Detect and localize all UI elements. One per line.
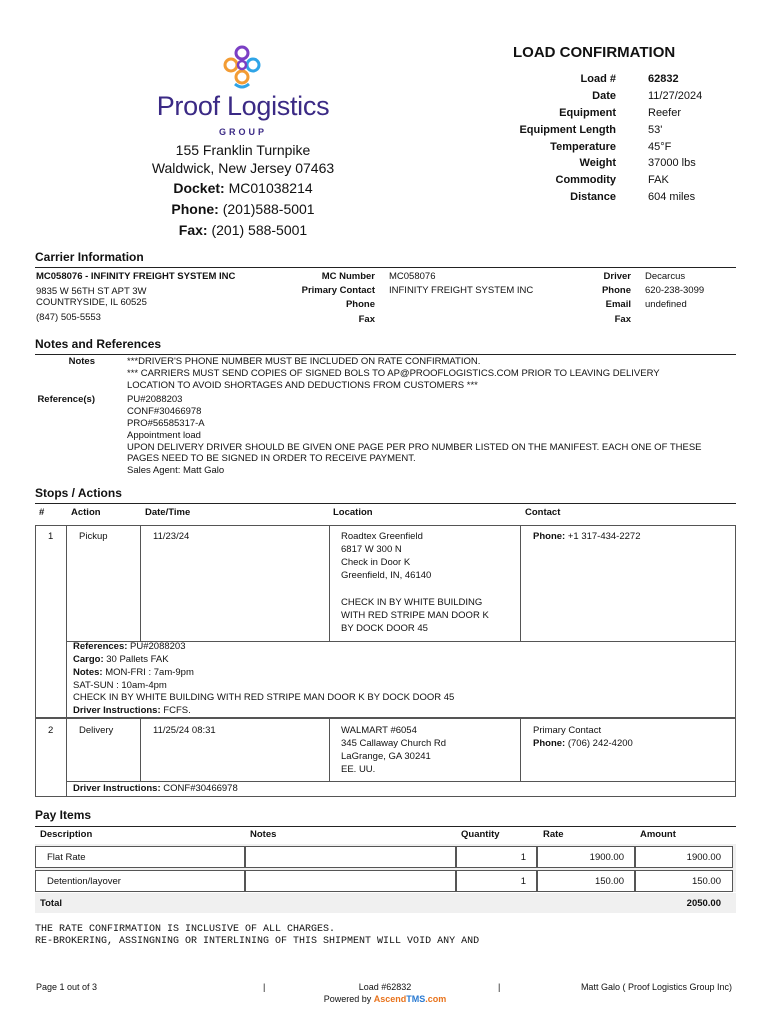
stops-table-header — [35, 503, 736, 521]
pay-header-rate: Rate — [543, 829, 564, 840]
equipment-length-label: Equipment Length — [519, 124, 616, 136]
stops-section-title: Stops / Actions — [35, 486, 122, 500]
stop-divider — [66, 781, 736, 782]
mc-number-label: MC Number — [321, 271, 375, 282]
stop-divider — [329, 525, 330, 641]
stop-1-driver-label: Driver Instructions: — [73, 705, 161, 716]
stop-2-action: Delivery — [79, 725, 114, 736]
company-address-line2: Waldwick, New Jersey 07463 — [151, 160, 335, 176]
footer-load-number: Load #62832 — [358, 982, 412, 992]
footer-agent: Matt Galo ( Proof Logistics Group Inc) — [580, 982, 732, 992]
stop-1-location-line: 6817 W 300 N — [341, 544, 402, 555]
phone-label: Phone: — [171, 201, 219, 217]
footer-brand-com: .com — [425, 994, 447, 1004]
carrier-section-title: Carrier Information — [35, 250, 144, 264]
stop-1-driver-value: FCFS. — [163, 705, 191, 716]
equipment-label: Equipment — [559, 107, 616, 119]
stop-2-location-line: WALMART #6054 — [341, 725, 417, 736]
stop-divider — [329, 718, 330, 781]
company-logo-name: Proof Logistics — [156, 91, 330, 121]
stop-1-references-value: PU#2088203 — [130, 641, 186, 652]
pay-row-1-rate: 1900.00 — [589, 852, 624, 863]
stop-1-contact-label: Phone: — [533, 531, 566, 542]
fax-label: Fax: — [178, 222, 208, 238]
load-confirmation-title: LOAD CONFIRMATION — [513, 44, 676, 61]
pay-header-quantity: Quantity — [461, 829, 500, 840]
commodity-value: FAK — [648, 174, 669, 186]
weight-value: 37000 lbs — [648, 157, 696, 169]
notes-section-title: Notes and References — [35, 337, 162, 351]
stop-2-date: 11/25/24 08:31 — [153, 725, 216, 736]
notes-divider — [35, 354, 736, 355]
driver-fax-label: Fax — [614, 314, 631, 325]
company-logo-group: GROUP — [218, 127, 267, 137]
distance-label: Distance — [570, 191, 616, 203]
pay-section-title: Pay Items — [35, 808, 92, 822]
terms-line: THE RATE CONFIRMATION IS INCLUSIVE OF ALL CHARGES. — [35, 924, 336, 935]
driver-phone-label: Phone — [601, 285, 631, 296]
notes-line: *** CARRIERS MUST SEND COPIES OF SIGNED BOLS TO AP@PROOFLOGISTICS.COM PRIOR TO LEAVING DELIVERY — [127, 368, 660, 379]
notes-label: Notes — [68, 356, 95, 367]
footer-brand-tms: TMS — [406, 994, 426, 1004]
stop-1-cargo-label: Cargo: — [73, 654, 104, 665]
stop-2-location-line: 345 Callaway Church Rd — [341, 738, 447, 749]
stop-1-location-line: BY DOCK DOOR 45 — [341, 623, 428, 634]
pay-header-amount: Amount — [640, 829, 676, 840]
reference-line: UPON DELIVERY DRIVER SHOULD BE GIVEN ONE PAGE PER PRO NUMBER LISTED ON THE MANIFEST. EACH ONE OF THESE — [127, 442, 702, 453]
stop-1-location-line: WITH RED STRIPE MAN DOOR K — [341, 610, 489, 621]
carrier-address-line2: COUNTRYSIDE, IL 60525 — [36, 297, 147, 308]
stop-1-references-label: References: — [73, 641, 128, 652]
pay-table-header — [35, 826, 736, 844]
pay-total-row — [35, 893, 736, 913]
date-label: Date — [592, 90, 616, 102]
pay-row-1-amount: 1900.00 — [686, 852, 721, 863]
stop-divider — [66, 525, 67, 718]
carrier-name: MC058076 - INFINITY FREIGHT SYSTEM INC — [36, 271, 236, 282]
stop-1-cargo-value: 30 Pallets FAK — [106, 654, 169, 665]
stop-1-contact — [533, 531, 640, 543]
carrier-phone-label: Phone — [345, 299, 375, 310]
company-fax — [120, 222, 366, 238]
pay-row-2-description: Detention/layover — [47, 876, 121, 887]
phone-value: (201)588-5001 — [222, 201, 315, 217]
pay-total-value: 2050.00 — [686, 898, 721, 909]
footer-brand-ascend: Ascend — [373, 994, 407, 1004]
notes-line: ***DRIVER'S PHONE NUMBER MUST BE INCLUDED ON RATE CONFIRMATION. — [127, 356, 481, 367]
stop-1-driver-instructions — [73, 705, 191, 717]
stop-2-location-line: EE. UU. — [341, 764, 376, 775]
stop-1-notes-label: Notes: — [73, 667, 103, 678]
primary-contact-value: INFINITY FREIGHT SYSTEM INC — [389, 285, 534, 296]
temperature-label: Temperature — [550, 141, 616, 153]
temperature-value: 45°F — [648, 141, 672, 153]
stop-2-location-line: LaGrange, GA 30241 — [341, 751, 431, 762]
pay-row-2-rate: 150.00 — [594, 876, 624, 887]
stop-1-action: Pickup — [79, 531, 108, 542]
date-value: 11/27/2024 — [648, 90, 703, 102]
pay-row-1-quantity: 1 — [520, 852, 526, 863]
driver-value: Decarcus — [645, 271, 686, 282]
stop-divider — [66, 718, 67, 797]
stop-divider — [140, 525, 141, 641]
driver-email-label: Email — [605, 299, 631, 310]
primary-contact-label: Primary Contact — [301, 285, 375, 296]
stop-2-contact-name: Primary Contact — [533, 725, 602, 736]
equipment-value: Reefer — [648, 107, 682, 119]
reference-line: PU#2088203 — [127, 394, 183, 405]
notes-line: LOCATION TO AVOID SHORTAGES AND DEDUCTIONS FROM CUSTOMERS *** — [127, 380, 478, 391]
pay-header-notes: Notes — [250, 829, 277, 840]
footer-powered-by — [300, 994, 470, 1004]
stop-2-driver-instructions — [73, 783, 238, 795]
driver-email-value: undefined — [645, 299, 687, 310]
footer-separator: | — [498, 982, 501, 992]
reference-line: Appointment load — [127, 430, 201, 441]
stop-1-date: 11/23/24 — [153, 531, 190, 542]
stop-1-contact-value: +1 317-434-2272 — [567, 531, 641, 542]
driver-label: Driver — [603, 271, 631, 282]
pay-header-description: Description — [40, 829, 93, 840]
company-docket — [120, 180, 366, 196]
fax-value: (201) 588-5001 — [211, 222, 308, 238]
stops-header-datetime: Date/Time — [145, 507, 191, 518]
mc-number-value: MC058076 — [389, 271, 436, 282]
footer-separator: | — [263, 982, 266, 992]
pay-total-label: Total — [40, 898, 62, 909]
carrier-fax-label: Fax — [358, 314, 375, 325]
reference-line: PRO#56585317-A — [127, 418, 205, 429]
pay-row-2-quantity: 1 — [520, 876, 526, 887]
stop-divider — [520, 718, 521, 781]
load-number-label: Load # — [580, 73, 616, 85]
stop-1-number: 1 — [48, 531, 54, 542]
stop-1-notes — [73, 667, 194, 679]
commodity-label: Commodity — [555, 174, 616, 186]
stop-2-contact — [533, 738, 633, 750]
stop-2-number: 2 — [48, 725, 54, 736]
stop-1-location-line: CHECK IN BY WHITE BUILDING — [341, 597, 483, 608]
company-phone — [120, 201, 366, 217]
stop-divider — [520, 525, 521, 641]
stops-header-location: Location — [333, 507, 373, 518]
stop-1-notes-value: MON-FRI : 7am-9pm — [105, 667, 194, 678]
stop-1-location-line: Check in Door K — [341, 557, 411, 568]
reference-line: Sales Agent: Matt Galo — [127, 465, 225, 476]
stop-2-driver-value: CONF#30466978 — [163, 783, 238, 794]
stop-1-location-line: Roadtex Greenfield — [341, 531, 423, 542]
pay-row-1-notes-cell — [245, 846, 456, 868]
weight-label: Weight — [579, 157, 616, 169]
carrier-divider — [35, 267, 736, 268]
equipment-length-value: 53' — [648, 124, 663, 136]
company-logo-icon — [218, 44, 266, 92]
footer-powered-label: Powered by — [323, 994, 372, 1004]
stop-divider — [140, 718, 141, 781]
stop-1-notes-line: SAT-SUN : 10am-4pm — [73, 680, 167, 691]
docket-value: MC01038214 — [228, 180, 313, 196]
stop-1-cargo — [73, 654, 169, 666]
references-label: Reference(s) — [37, 394, 95, 405]
carrier-address-line1: 9835 W 56TH ST APT 3W — [36, 286, 147, 297]
pay-row-2-notes-cell — [245, 870, 456, 892]
carrier-phone: (847) 505-5553 — [36, 312, 101, 323]
stop-2-driver-label: Driver Instructions: — [73, 783, 161, 794]
pay-row-2-amount: 150.00 — [691, 876, 721, 887]
stop-1-references — [73, 641, 186, 653]
stop-1-notes-line: CHECK IN BY WHITE BUILDING WITH RED STRIPE MAN DOOR K BY DOCK DOOR 45 — [73, 692, 455, 703]
load-number-value: 62832 — [648, 73, 679, 85]
company-address-line1: 155 Franklin Turnpike — [175, 142, 311, 158]
reference-line: PAGES NEED TO BE SIGNED IN ORDER TO RECEIVE PAYMENT. — [127, 453, 416, 464]
footer-page-number: Page 1 out of 3 — [36, 982, 98, 992]
terms-line: RE-BROKERING, ASSINGNING OR INTERLINING OF THIS SHIPMENT WILL VOID ANY AND — [35, 936, 480, 947]
stops-header-contact: Contact — [525, 507, 561, 518]
stop-1-location-line: Greenfield, IN, 46140 — [341, 570, 432, 581]
stop-2-contact-label: Phone: — [533, 738, 566, 749]
docket-label: Docket: — [173, 180, 225, 196]
pay-row-1-description: Flat Rate — [47, 852, 86, 863]
reference-line: CONF#30466978 — [127, 406, 202, 417]
distance-value: 604 miles — [648, 191, 696, 203]
stops-header-action: Action — [71, 507, 101, 518]
driver-phone-value: 620-238-3099 — [645, 285, 705, 296]
stop-2-contact-value: (706) 242-4200 — [567, 738, 633, 749]
stops-header-number: # — [39, 507, 45, 518]
